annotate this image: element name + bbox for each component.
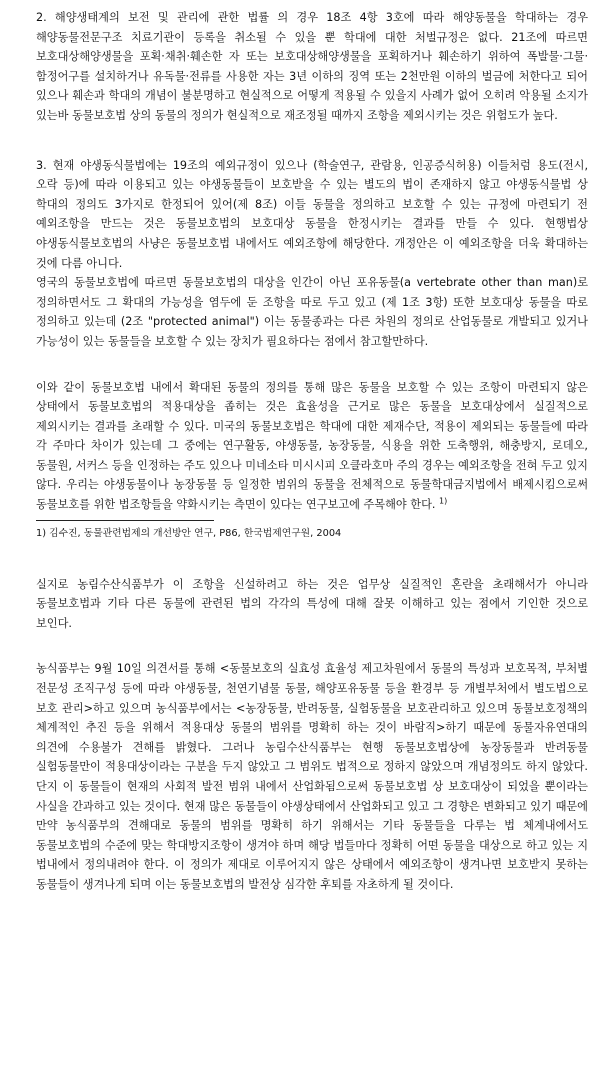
paragraph-ministry-opinion: 농식품부는 9월 10일 의견서를 통해 <동물보호의 실효성 효율성 제고차원에서 동물의 특성과 보호목적, 부처별 전문성 조직구성 등에 따라 야생동물, 천연기념물 동물, 해양포유동물 등을 환경부 등 개별부처에서 별도법으로 보호 관리>하고 있으며 농식품부에서는 <농장동물, 반려동물, 실험동물을 보호관리하고 있으며 동물보호정책의 체계적인 추진 등을 위해서 적용대상 동물의 범위를 명확히 하는 것이 바람직>하기 때문에 동물자유연대의 의견에 수용불가 견해를 밝혔다. 그러나 농림수산식품부는 현행 동물보호법상에 농장동물과 반려동물 실험동물만이 적용대상이라는 구분을 두지 않았고 그 범위도 법적으로 정하지 않았으며 개념정의도 하지 않았다. 단지 이 동물들이 현재의 사회적 발전 범위 내에서 산업화됨으로써 동물보호법 상 보호대상이 되었을 뿐이라는 사실을 간과하고 있는 것이다. 현재 많은 동물들이 야생상태에서 산업화되고 있고 그 경향은 변화되고 있기 때문에 만약 농식품부의 견해대로 동물의 범위를 명확히 하기 위해서는 기타 동물들을 다루는 법 체계내에서도 동물보호법의 수준에 맞는 학대방지조항이 생겨야 하며 해당 법들마다 정확히 어떤 동물을 대상으로 하고 있는 지 법내에서 정의내려야 한다. 이 정의가 제대로 이루어지지 않은 상태에서 예외조항이 생겨나면 보호받지 못하는 동물들이 생겨나게 되며 이는 동물보호법의 발전상 심각한 후퇴를 자초하게 될 것이다. (36, 662, 588, 891)
paragraph-marine-ecosystem-law: 2. 해양생태계의 보전 및 관리에 관한 법률 의 경우 18조 4항 3호에 따라 해양동물을 학대하는 경우 해양동물전문구조 치료기관이 등록을 취소될 수 있을 뿐 학대에 대한 처벌규정은 없다. 21조에 따르면 보호대상해양생물을 포획·채취·훼손한 자 또는 보호대상해양생물을 포획하거나 훼손하기 위하여 폭발물·그물·함정어구를 설치하거나 유독물·전류를 사용한 자는 3년 이하의 징역 또는 2천만원 이하의 벌금에 처한다고 되어 있으나 훼손과 학대의 개념이 불분명하고 현실적으로 어떻게 적용될 수 있을지 사례가 없어 오히려 악용될 소지가 있는바 동물보호법 상의 동물의 정의가 현실적으로 재조정될 때까지 조항을 제외시키는 것은 위험도가 높다. (36, 11, 588, 122)
paragraph-narrowing-scope-text: 이와 같이 동물보호법 내에서 확대된 동물의 정의를 통해 많은 동물을 보호할 수 있는 조항이 마련되지 않은 상태에서 동물보호법의 적용대상을 좁히는 것은 효율성을 근거로 많은 동물을 보호대상에서 실질적으로 제외시키는 결과를 초래할 수 있다. 미국의 동물보호법은 학대에 대한 제재수단, 적용이 제외되는 동물들에 따라 각 주마다 차이가 있는데 그 중에는 연구활동, 야생동물, 농장동물, 식용을 위한 도축행위, 해충방지, 로데오, 동물원, 서커스 등을 인정하는 주도 있으나 미네소타 미시시피 오클라호마 주의 경우는 예외조항을 전혀 두고 있지 않다. 우리는 야생동물이나 농장동물 등 일정한 범위의 동물을 전체적으로 동물학대금지법에서 배제시킴으로써 동물보호를 위한 법조항들을 약화시키는 측면이 있다는 연구보고에 주목해야 한다. (36, 380, 588, 512)
footnote-divider (36, 520, 214, 521)
paragraph-wildlife-act: 3. 현재 야생동식물법에는 19조의 예외규정이 있으나 (학술연구, 관람용, 인공증식허용) 이들처럼 용도(전시, 오락 등)에 따라 이용되고 있는 야생동물들이 보호받을 수 있는 별도의 법이 존재하지 않고 야생동식물법 상 학대의 정의도 3가지로 한정되어 있어(제 8조) 이들 동물을 정의하고 보호할 수 있는 규정에 마련되기 전 예외조항을 만드는 것은 동물보호법의 보호대상 동물을 한정시키는 결과를 만들 수 있다. 현행법상 야생동식물보호법의 사냥은 동물보호법 내에서도 예외조항에 해당한다. 개정안은 이 예외조항을 더욱 확대하는 것에 다름 아니다. (36, 158, 588, 270)
paragraph-uk-animal-welfare: 영국의 동물보호법에 따르면 동물보호법의 대상을 인간이 아닌 포유동물(a vertebrate other than man)로 정의하면서도 그 확대의 가능성을 염두에 둔 조항을 따로 두고 있고 (제 1조 3항) 또한 보호대상 동물을 따로 정의하고 있는데 (2조 "protected animal") 이는 동물종과는 다른 차원의 정의로 산업동물로 개발되고 있거나 가능성이 있는 동물들을 보호할 수 있는 장치가 필요하다는 점에서 참고할만하다. (36, 276, 588, 348)
footnote-reference: 1) (439, 496, 448, 506)
paragraph-ministry-intent: 실지로 농림수산식품부가 이 조항을 신설하려고 하는 것은 업무상 실질적인 혼란을 초래해서가 아니라 동물보호법과 기타 다른 동물에 관련된 법의 각각의 특성에 대해 잘못 이해하고 있는 점에서 기인한 것으로 보인다. (36, 577, 588, 630)
footnote: 1) 김수진, 동물관련법제의 개선방안 연구, P86, 한국법제연구원, 2004 (36, 527, 342, 539)
paragraph-narrowing-scope (36, 378, 588, 515)
